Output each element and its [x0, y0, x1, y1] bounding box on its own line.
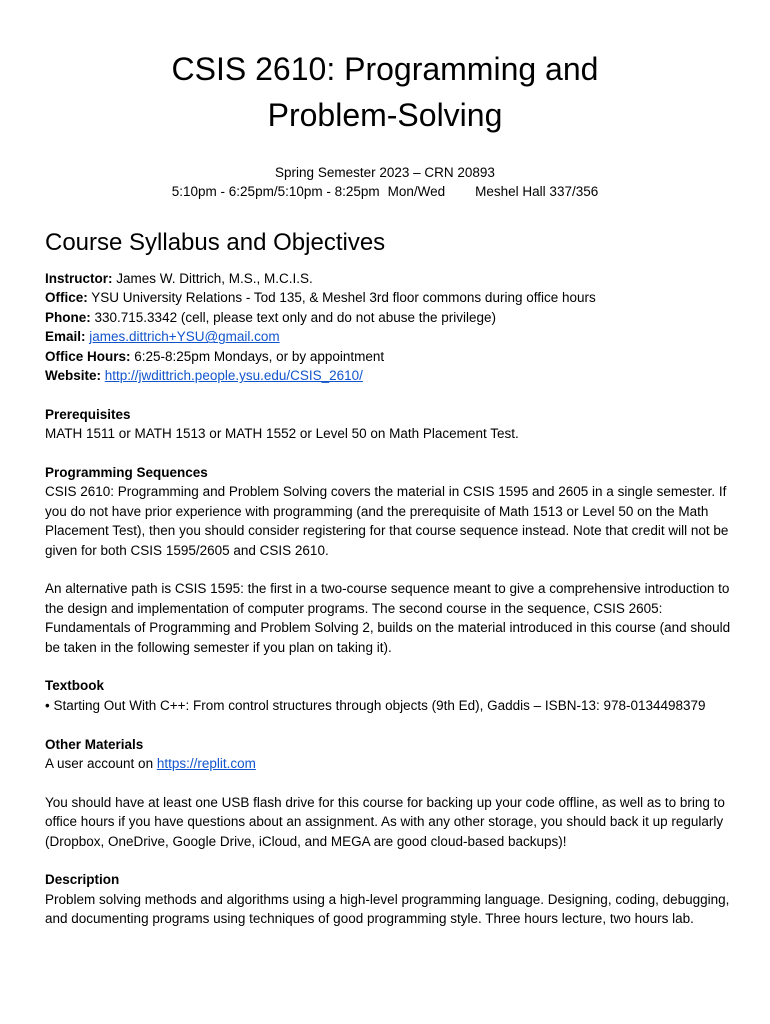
textbook-heading: Textbook	[45, 678, 105, 694]
other-materials-heading: Other Materials	[45, 736, 144, 752]
schedule-days: Mon/Wed	[387, 184, 446, 199]
programming-sequences-heading: Programming Sequences	[45, 465, 208, 481]
description-text: Problem solving methods and algorithms using a high-level programming language. Designing, coding, debugging, and documenting programs using techniques of good programming style. Three hours lecture, two hours lab.	[45, 891, 730, 927]
prerequisites-text: MATH 1511 or MATH 1513 or MATH 1552 or Level 50 on Math Placement Test.	[45, 426, 519, 442]
instructor-line	[45, 269, 735, 288]
other-materials-para-2: You should have at least one USB flash drive for this course for backing up your code offline, as well as to bring to office hours if you have questions about an assignment. As with any other storage, you should back it up regularly (Dropbox, OneDrive, Google Drive, iCloud, and MEGA are good cloud-based backups)!	[45, 794, 725, 849]
office-hours-label: Office Hours:	[45, 348, 131, 364]
schedule-line	[0, 182, 770, 201]
office-label: Office:	[45, 290, 88, 306]
programming-sequences-para-1: CSIS 2610: Programming and Problem Solving covers the material in CSIS 1595 and 2605 in a single semester. If you do not have prior experience with programming (and the prerequisite of Math 1513 or Level 50 on the Math Placement Test), then you should consider registering for that course sequence instead. Note that credit will not be given for both CSIS 1595/2605 and CSIS 2610.	[45, 484, 729, 558]
email-line	[45, 327, 735, 346]
office-line	[45, 288, 735, 307]
phone-value: 330.715.3342 (cell, please text only and do not abuse the privilege)	[90, 309, 497, 325]
programming-sequences-para-2: An alternative path is CSIS 1595: the first in a two-course sequence meant to give a comprehensive introduction to the design and implementation of computer programs. The second course in the sequence, CSIS 2605: Fundamentals of Programming and Problem Solving 2, builds on the material introduced in this course (and should be taken in the following semester if you plan on taking it).	[45, 581, 731, 655]
syllabus-body	[45, 269, 735, 929]
semester-line: Spring Semester 2023 – CRN 20893	[275, 165, 495, 180]
prerequisites-heading: Prerequisites	[45, 406, 131, 422]
instructor-label: Instructor:	[45, 271, 113, 286]
description-heading: Description	[45, 872, 120, 888]
replit-link[interactable]: https://replit.com	[156, 756, 256, 772]
instructor-value: James W. Dittrich, M.S., M.C.I.S.	[112, 271, 313, 286]
other-materials-line	[45, 754, 735, 773]
email-link[interactable]: james.dittrich+YSU@gmail.com	[89, 329, 280, 345]
website-link[interactable]: http://jwdittrich.people.ysu.edu/CSIS_2610/	[104, 368, 363, 384]
schedule-location: Meshel Hall 337/356	[475, 184, 599, 199]
other-materials-prefix: A user account on	[45, 756, 157, 772]
textbook-item: • Starting Out With C++: From control structures through objects (9th Ed), Gaddis – ISBN-13: 978-0134498379	[45, 697, 706, 713]
section-heading: Course Syllabus and Objectives	[45, 229, 386, 256]
phone-label: Phone:	[45, 309, 91, 325]
title-line-2: Problem-Solving	[267, 97, 503, 133]
email-label: Email:	[45, 329, 86, 345]
website-line	[45, 366, 735, 385]
office-hours-value: 6:25-8:25pm Mondays, or by appointment	[130, 348, 385, 364]
page-title	[0, 46, 770, 138]
phone-line	[45, 308, 735, 327]
title-line-1: CSIS 2610: Programming and	[171, 51, 599, 87]
schedule-times: 5:10pm - 6:25pm/5:10pm - 8:25pm	[171, 184, 380, 199]
office-value: YSU University Relations - Tod 135, & Meshel 3rd floor commons during office hours	[87, 290, 596, 306]
website-label: Website:	[45, 368, 102, 384]
office-hours-line	[45, 347, 735, 366]
